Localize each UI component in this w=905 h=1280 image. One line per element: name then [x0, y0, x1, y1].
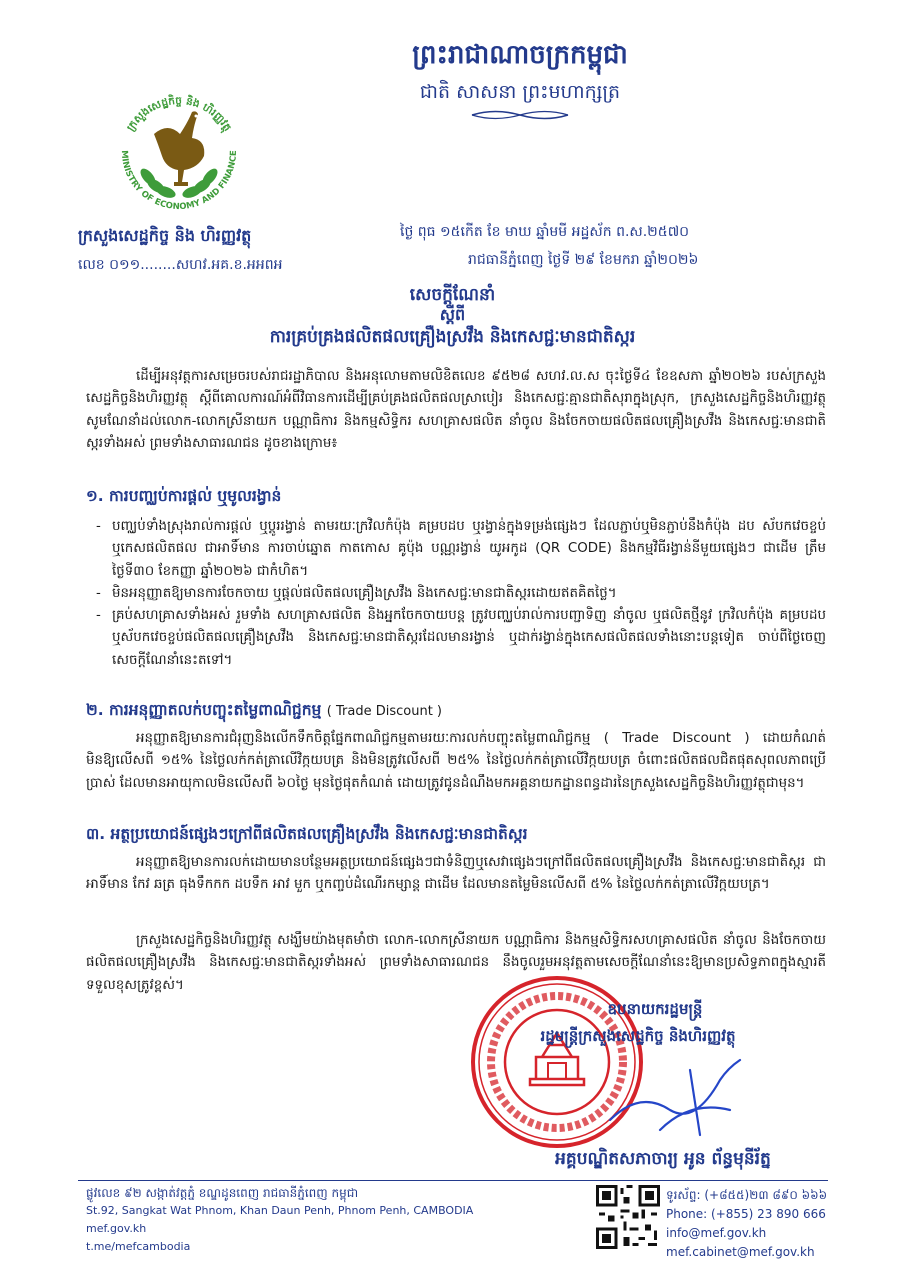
svg-text:ក្រសួងសេដ្ឋកិច្ច និង ហិរញ្ញវត្ — [125, 93, 234, 135]
closing-paragraph: ក្រសួងសេដ្ឋកិច្ចនិងហិរញ្ញវត្ថុ សង្ឃឹមយ៉ាងមុតមាំថា លោក-លោកស្រីនាយក បណ្ណាធិការ និងកម្មសិទ្ធិករសហគ្រាសផលិត នាំចូល និងចែកចាយផលិតផលគ្រឿងស្រវឹង និងកេសជ្ជៈមានជាតិស្ករទាំងអស់ ព្រមទាំងសាធារណជន នឹងចូលរួមអនុវត្តតាមសេចក្ដីណែនាំនេះឱ្យមានប្រសិទ្ធភាពក្នុងស្មារតីទទួលខុសត្រូវខ្ពស់។ — [86, 933, 826, 993]
signatory-position: រដ្ឋមន្ត្រីក្រសួងសេដ្ឋកិច្ច និងហិរញ្ញវត្ថុ — [540, 1027, 736, 1045]
email-cabinet-link[interactable]: mef.cabinet@mef.gov.kh — [666, 1245, 815, 1259]
footer-address — [86, 1184, 473, 1256]
section-heading-note: ( Trade Discount ) — [326, 704, 443, 719]
lunar-date: ថ្ងៃ ពុធ ១៥កើត ខែ មាឃ ឆ្នាំមមី អដ្ឋស័ក ព.ស.២៥៧០ — [400, 224, 690, 240]
section-2-heading — [86, 700, 826, 723]
section-heading-text: ១. ការបញ្ឈប់ការផ្ដល់ ឬមូលរង្វាន់ — [86, 487, 282, 505]
document-about: ស្ដីពី — [439, 305, 466, 324]
footer-contacts — [666, 1186, 827, 1262]
solar-date: រាជធានីភ្នំពេញ ថ្ងៃទី ២៩ ខែមករា ឆ្នាំ២០២៦ — [468, 252, 699, 268]
website-link[interactable]: mef.gov.kh — [86, 1222, 147, 1235]
bullet-item: - គ្រប់សហគ្រាសទាំងអស់ រួមទាំង សហគ្រាសផលិត និងអ្នកចែកចាយបន្ត ត្រូវបញ្ឈប់រាល់ការបញ្ជាទិញ នាំចូល ឬផលិតថ្មីនូវ ក្រវិលកំប៉ុង គម្របដប ឬស័បកវេចខ្ចប់ផលិតផលគ្រឿងស្រវឹង និងកេសជ្ជៈមានជាតិស្ករដែលមានរង្វាន់ ឬដាក់រង្វាន់ក្នុងកេសផលិតផលទាំងនោះបន្តទៀត ចាប់ពីថ្ងៃចេញសេចក្ដីណែនាំនេះតទៅ។ — [86, 605, 826, 672]
document-type: សេចក្ដីណែនាំ — [409, 285, 496, 305]
handwritten-signature-icon — [600, 1050, 750, 1145]
reference-number: លេខ ០១១........សហវ.អគ.ខ.អអពអ — [78, 257, 283, 273]
logo-text-kh: ក្រសួងសេដ្ឋកិច្ច និង ហិរញ្ញវត្ថុ — [124, 94, 234, 134]
address-en: St.92, Sangkat Wat Phnom, Khan Daun Penh, Phnom Penh, CAMBODIA — [86, 1204, 474, 1217]
signatory-title: ឧបនាយករដ្ឋមន្ត្រី — [607, 1000, 703, 1018]
bullet-item: - បញ្ឈប់ទាំងស្រុងរាល់ការផ្តល់ ឬប្តូររង្វាន់ តាមរយៈក្រវិលកំប៉ុង គម្របដប ឬរង្វាន់ក្នុងទម្រង់ផ្សេងៗ ដែលភ្ជាប់ឬមិនភ្ជាប់នឹងកំប៉ុង ដប ស័បកវេចខ្ចប់ ឬកេសផលិតផល ជាអាទិ៍មាន ការចាប់ឆ្នោត កាតកោស គូប៉ុង បណ្ណរង្វាន់ យូអកូដ (QR CODE) និងកម្មវិធីរង្វាន់នីមួយផ្សេងៗ ជាដើម ត្រឹមថ្ងៃទី៣០ ខែកញ្ញា ឆ្នាំ២០២៦ ជាកំហិត។ — [86, 516, 826, 583]
document-subject: ការគ្រប់គ្រងផលិតផលគ្រឿងស្រវឹង និងកេសជ្ជៈមានជាតិស្ករ — [269, 327, 636, 347]
divider-ornament — [470, 108, 570, 122]
telegram-link[interactable]: t.me/mefcambodia — [86, 1240, 191, 1253]
logo-text-en: MINISTRY OF ECONOMY AND FINANCE — [118, 150, 240, 213]
section-heading-text: ២. ការអនុញ្ញាតលក់បញ្ចុះតម្លៃពាណិជ្ជកម្ម — [86, 701, 322, 719]
section-heading-text: ៣. អត្ថប្រយោជន៍ផ្សេងៗក្រៅពីផលិតផលគ្រឿងស្រវឹង និងកេសជ្ជៈមានជាតិស្ករ — [86, 825, 528, 843]
kingdom-title: ព្រះរាជាណាចក្រកម្ពុជា — [412, 40, 628, 70]
qr-code-icon — [596, 1185, 660, 1249]
bullet-item: - មិនអនុញ្ញាតឱ្យមានការចែកចាយ ឬផ្ដល់ផលិតផលគ្រឿងស្រវឹង និងកេសជ្ជៈមានជាតិស្ករដោយឥតគិតថ្លៃ។ — [86, 583, 826, 605]
section-3-heading — [86, 824, 826, 847]
signatory-name: អគ្គបណ្ឌិតសភាចារ្យ អូន ព័ន្ធមុនីរ័ត្ន — [555, 1149, 771, 1169]
ministry-name: ក្រសួងសេដ្ឋកិច្ច និង ហិរញ្ញវត្ថុ — [78, 226, 252, 245]
phone-kh: ទូរស័ព្ទ: (+៨៥៥)២៣ ៨៩០ ៦៦៦ — [666, 1188, 828, 1202]
email-info-link[interactable]: info@mef.gov.kh — [666, 1226, 767, 1240]
phone-en: Phone: (+855) 23 890 666 — [666, 1207, 826, 1221]
section-1-bullets — [86, 516, 826, 672]
section-1-heading — [86, 486, 826, 509]
national-motto: ជាតិ សាសនា ព្រះមហាក្សត្រ — [419, 81, 621, 103]
section-3-body: អនុញ្ញាតឱ្យមានការលក់ដោយមានបន្ថែមអត្ថប្រយោជន៍ផ្សេងៗជាទំនិញឬសេវាផ្សេងៗក្រៅពីផលិតផលគ្រឿងស្រវឹង និងកេសជ្ជៈមានជាតិស្ករ ជាអាទិ៍មាន កែវ ឆត្រ ធុងទឹកកក ដបទឹក អាវ មួក ឬកញ្ចប់ដំណើរកម្សាន្ត ជាដើម ដែលមានតម្លៃមិនលើសពី ៥% នៃថ្លៃលក់កត់ត្រាលើវិក្កយបត្រ។ — [86, 855, 826, 893]
address-kh: ផ្លូវលេខ ៩២ សង្កាត់វត្តភ្នំ ខណ្ឌដូនពេញ រាជធានីភ្នំពេញ កម្ពុជា — [86, 1186, 359, 1200]
section-2-body: អនុញ្ញាតឱ្យមានការជំរុញនិងលើកទឹកចិត្តផ្នែកពាណិជ្ជកម្មតាមរយៈការលក់បញ្ចុះតម្លៃពាណិជ្ជកម្ម ( Trade Discount ) ដោយកំណត់មិនឱ្យលើសពី ១៥% នៃថ្លៃលក់កត់ត្រាលើវិក្កយបត្រ និងមិនត្រូវលើសពី ២៥% នៃថ្លៃលក់កត់ត្រាលើវិក្កយបត្រ ចំពោះផលិតផលជិតផុតសុពលភាពប្រើប្រាស់ ដែលមានអាយុកាលមិនលើសពី ៦០ថ្ងៃ មុនថ្ងៃផុតកំណត់ ដោយត្រូវជូនដំណឹងមកអគ្គនាយកដ្ឋានពន្ធដារនៃក្រសួងសេដ្ឋកិច្ចនិងហិរញ្ញវត្ថុជាមុន។ — [86, 731, 826, 791]
footer-divider — [78, 1180, 828, 1181]
ministry-logo — [108, 82, 250, 224]
intro-paragraph: ដើម្បីអនុវត្តការសម្រេចរបស់រាជរដ្ឋាភិបាល និងអនុលោមតាមលិខិតលេខ ៩៥២៨ សហវ.ល.ស ចុះថ្ងៃទី៤ ខែឧសភា ឆ្នាំ២០២៦ របស់ក្រសួងសេដ្ឋកិច្ចនិងហិរញ្ញវត្ថុ ស្តីពីគោលការណ៍អំពីវិធានការដើម្បីគ្រប់គ្រងផលិតផលស្រាបៀរ និងកេសជ្ជៈគ្មានជាតិសុរាក្នុងស្រុក, ក្រសួងសេដ្ឋកិច្ចនិងហិរញ្ញវត្ថុសូមណែនាំដល់លោក-លោកស្រីនាយក បណ្ណាធិការ និងកម្មសិទ្ធិករ សហគ្រាសផលិត នាំចូល និងចែកចាយផលិតផលគ្រឿងស្រវឹង និងកេសជ្ជៈមានជាតិស្ករទាំងអស់ ព្រមទាំងសាធារណជន ដូចខាងក្រោម៖ — [86, 369, 826, 451]
